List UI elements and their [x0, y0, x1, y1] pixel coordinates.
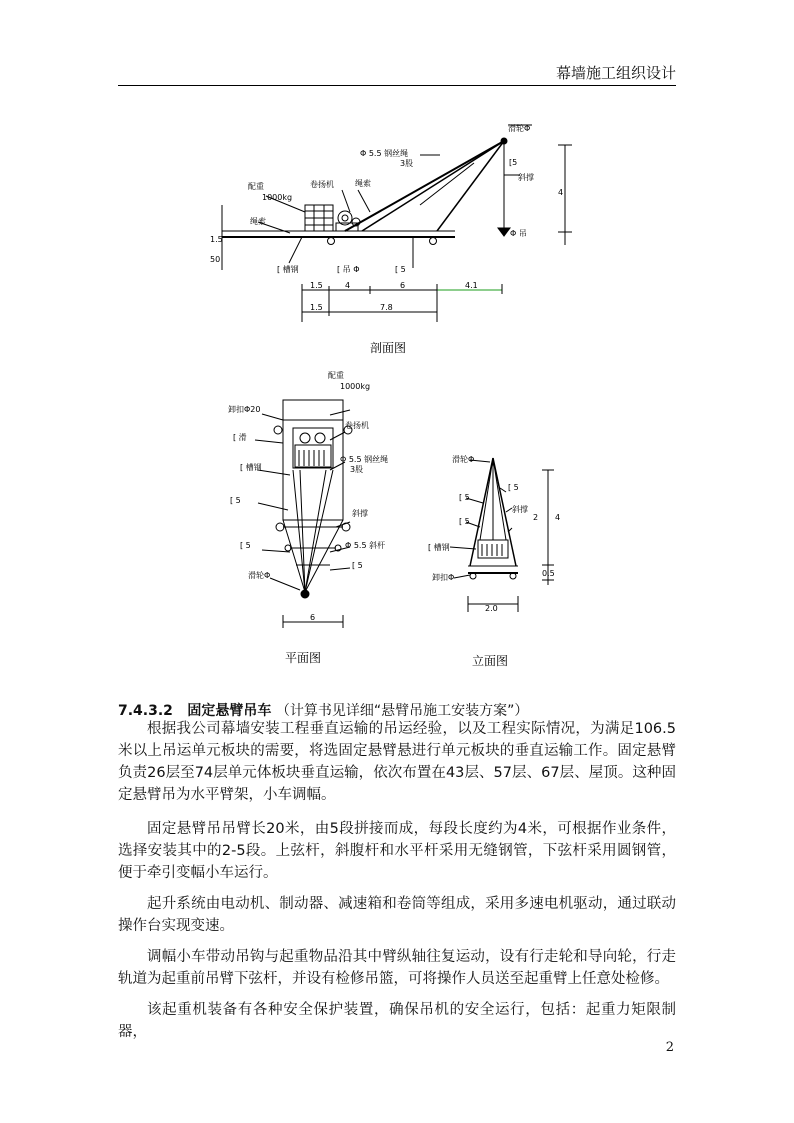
- plan-label-cable2: Φ 5.5 斜杆: [345, 541, 386, 550]
- end-label-l3: [ 槽钢: [428, 543, 450, 552]
- plan-label-winch-frame: 卷扬机: [345, 421, 369, 430]
- end-label-r1: [ 5: [508, 483, 519, 492]
- side-label-left-bottom: [ 槽钢: [277, 265, 299, 274]
- side-dim-top-3: 4.1: [465, 281, 478, 290]
- end-dim-2: 0.5: [542, 569, 555, 578]
- paragraph-1: 根据我公司幕墙安装工程垂直运输的吊运经验，以及工程实际情况，为满足106.5米以上吊运单元板块的需要，将选固定悬臂悬进行单元板块的垂直运输工作。固定悬臂负责26层至74层单元体板块垂直运输，依次布置在43层、57层、67层、屋顶。这种固定悬臂吊为水平臂架，小车调幅。: [118, 721, 676, 803]
- end-label-l1: [ 5: [459, 493, 470, 502]
- side-label-bottom-right: [ 5: [395, 265, 406, 274]
- plan-view-caption: 平面图: [285, 651, 322, 665]
- plan-label-counterweight-sub: 1000kg: [340, 382, 371, 391]
- side-dim-top-0: 1.5: [310, 281, 323, 290]
- plan-label-cable: Φ 5.5 钢丝绳: [340, 455, 389, 464]
- end-view: [450, 458, 554, 612]
- plan-label-brace: 斜撑: [352, 509, 368, 518]
- end-label-l2: [ 5: [459, 517, 470, 526]
- plan-label-tie: [ 5: [240, 541, 251, 550]
- plan-dim: 6: [310, 613, 316, 622]
- side-label-winch: 卷扬机: [310, 180, 334, 189]
- end-label-r2: 斜撑: [512, 505, 528, 514]
- plan-label-pulley2: [ 5: [352, 561, 363, 570]
- side-label-counterweight-sub: 1000kg: [262, 193, 293, 202]
- side-label-floor: 1.5: [210, 235, 223, 244]
- side-label-rope: 绳索: [355, 179, 371, 188]
- side-dim-bottom-0: 1.5: [310, 303, 323, 312]
- plan-label-counterweight: 配重: [328, 371, 344, 380]
- end-dim-1: 4: [555, 513, 561, 522]
- section-title: 固定悬臂吊车: [187, 703, 272, 719]
- side-label-brace: 斜撑: [518, 173, 534, 182]
- header-title: 幕墙施工组织设计: [555, 64, 676, 82]
- section-number: 7.4.3.2: [118, 703, 173, 719]
- end-dim-0: 2: [533, 513, 539, 522]
- side-view-caption: 剖面图: [370, 341, 407, 355]
- section-heading: [118, 700, 528, 720]
- side-dim-bottom-1: 7.8: [380, 303, 393, 312]
- page-number: 2: [665, 1040, 674, 1055]
- side-label-height: 4: [558, 188, 564, 197]
- side-label-top-pulley: 滑轮Φ: [508, 124, 531, 133]
- plan-label-rod1: [ 槽钢: [240, 463, 262, 472]
- paragraph-3: 起升系统由电动机、制动器、减速箱和卷筒等组成，采用多速电机驱动，通过联动操作台实现变速。: [118, 896, 676, 934]
- paragraph-4: 调幅小车带动吊钩与起重物品沿其中臂纵轴往复运动，设有行走轮和导向轮，行走轨道为起重前吊臂下弦杆，并设有检修吊篮，可将操作人员送至起重臂上任意处检修。: [118, 949, 676, 987]
- plan-label-rod2: [ 5: [230, 496, 241, 505]
- end-view-caption: 立面图: [472, 654, 509, 668]
- end-bottom-dim: 2.0: [485, 604, 498, 613]
- plan-label-cable-sub: 3股: [350, 465, 364, 474]
- side-label-counterweight: 配重: [248, 182, 264, 191]
- plan-label-pulley: [ 滑: [233, 433, 247, 442]
- side-dim-top-2: 6: [400, 281, 406, 290]
- plan-view: [255, 400, 352, 628]
- side-label-rope-left: 绳索: [250, 217, 266, 226]
- side-label-front-rod: [5: [509, 158, 518, 167]
- section-note: （计算书见详细“悬臂吊施工安装方案”）: [275, 703, 529, 719]
- plan-label-axle: 卸扣Φ20: [228, 405, 261, 414]
- side-label-cable: Φ 5.5 钢丝绳: [360, 149, 409, 158]
- side-label-load: Φ 吊: [510, 229, 527, 238]
- side-label-cable-sub: 3股: [400, 159, 414, 168]
- side-dim-top-1: 4: [345, 281, 351, 290]
- end-label-l4: 卸扣Φ: [432, 573, 455, 582]
- paragraph-5: 该起重机装备有各种安全保护装置，确保吊机的安全运行，包括：起重力矩限制器，: [118, 1002, 676, 1040]
- side-label-left-dim: 50: [210, 255, 221, 264]
- side-label-bottom-mid: [ 吊 Φ: [337, 265, 360, 274]
- paragraph-2: 固定悬臂吊吊臂长20米，由5段拼接而成，每段长度约为4米，可根据作业条件，选择安装其中的2-5段。上弦杆，斜腹杆和水平杆采用无缝钢管，下弦杆采用圆钢管，便于牵引变幅小车运行。: [118, 821, 676, 881]
- end-label-top: 滑轮Φ: [452, 455, 475, 464]
- plan-label-tip: 滑轮Φ: [248, 571, 271, 580]
